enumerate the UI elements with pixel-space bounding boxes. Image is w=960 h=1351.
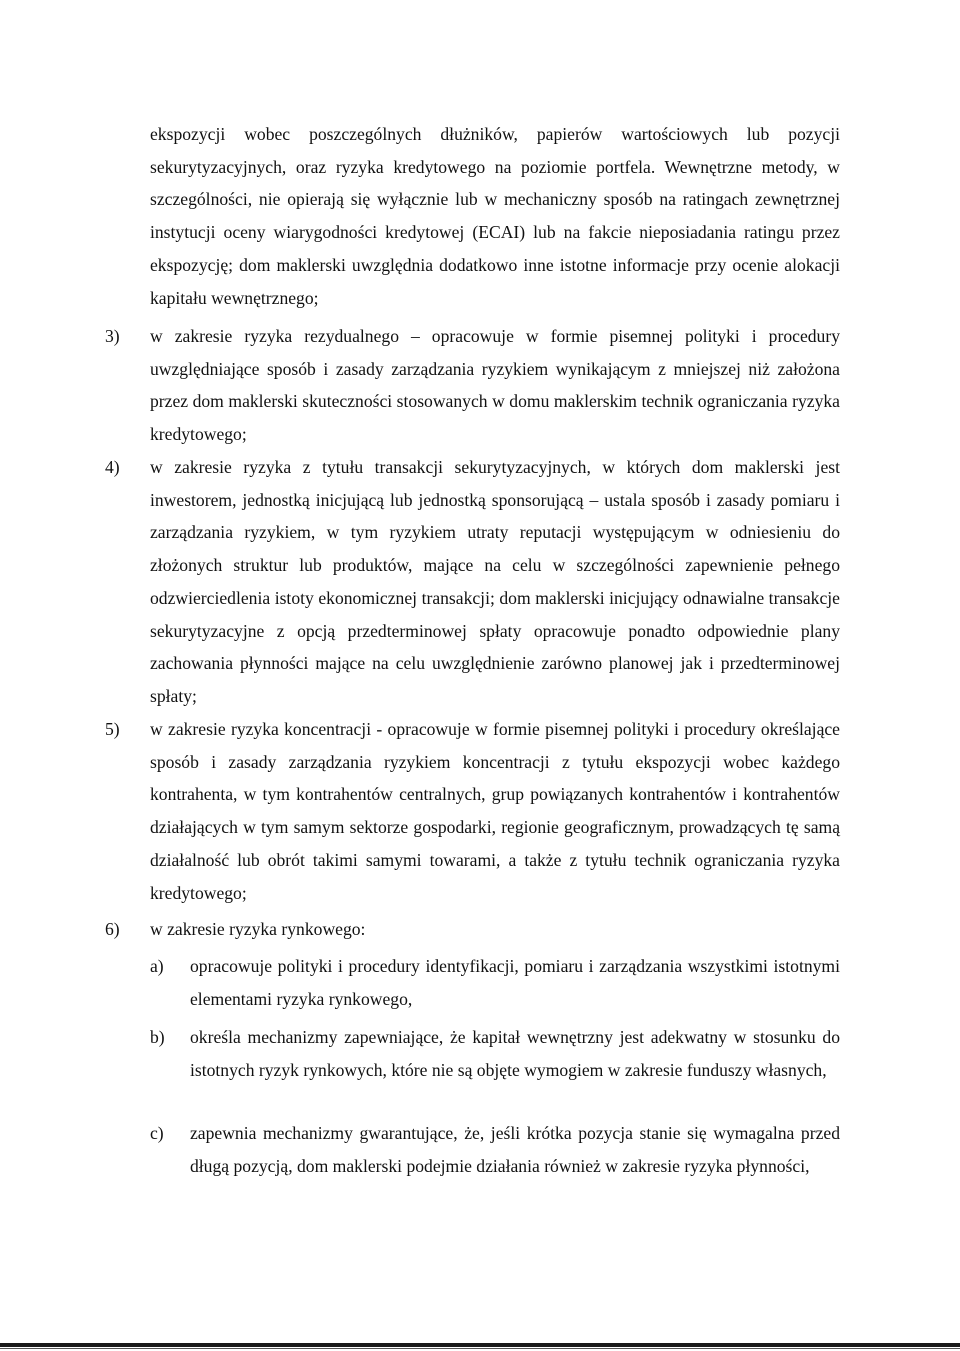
sub-item-text: określa mechanizmy zapewniające, że kapitał wewnętrzny jest adekwatny w stosunku do istotnych ryzyk rynkowych, które nie są objęte wymogiem w zakresie funduszy własnych, [190,1027,840,1080]
item-text: w zakresie ryzyka z tytułu transakcji sekurytyzacyjnych, w których dom maklerski jest inwestorem, jednostką inicjującą lub jednostką sponsorującą – ustala sposób i zasady pomiaru i zarządzania ryzykiem, w tym ryzykiem utraty reputacji występującym w odniesieniu do złożonych struktur lub produktów, mające na celu w szczególności zapewnienie pełnego odzwierciedlenia istoty ekonomicznej transakcji; dom maklerski inicjujący odnawialne transakcje sekurytyzacyjne z opcją przedterminowej spłaty opracowuje ponadto odpowiednie plany zachowania płynności mające na celu uwzględnienie zarówno planowej jak i przedterminowej spłaty; [150,457,840,706]
item-text: w zakresie ryzyka koncentracji - opracowuje w formie pisemnej polityki i procedury określające sposób i zasady zarządzania ryzykiem koncentracji z tytułu ekspozycji wobec każdego kontrahenta, w tym kontrahentów centralnych, grup powiązanych kontrahentów i kontrahentów działających w tym samym sektorze gospodarki, regionie geograficznym, prowadzących tę samą działalność lub obrót takimi samymi towarami, a także z tytułu technik ograniczania ryzyka kredytowego; [150,719,840,903]
item-text: w zakresie ryzyka rezydualnego – opracowuje w formie pisemnej polityki i procedury uwzględniające sposób i zasady zarządzania ryzykiem wynikającym z mniejszej niż założona przez dom maklerski skuteczności stosowanych w domu maklerskim technik ograniczania ryzyka kredytowego; [150,326,840,445]
item-text: w zakresie ryzyka rynkowego: [150,919,366,939]
sub-item-text: zapewnia mechanizmy gwarantujące, że, jeśli krótka pozycja stanie się wymagalna przed długą pozycją, dom maklerski podejmie działania również w zakresie ryzyka płynności, [190,1123,840,1176]
sub-item-letter: a) [150,956,164,976]
item-number: 3) [105,326,120,346]
list-item-4 [105,451,840,713]
sub-item-letter: b) [150,1027,165,1047]
sub-item-letter: c) [150,1123,164,1143]
intro-paragraph: ekspozycji wobec poszczególnych dłużników, papierów wartościowych lub pozycji sekurytyzacyjnych, oraz ryzyka kredytowego na poziomie portfela. Wewnętrzne metody, w szczególności, nie opierają się wyłącznie lub w mechaniczny sposób na ratingach zewnętrznej instytucji oceny wiarygodności kredytowej (ECAI) lub na fakcie nieposiadania ratingu przez ekspozycję; dom maklerski uwzględnia dodatkowo inne istotne informacje przy ocenie alokacji kapitału wewnętrznego; [150,124,840,308]
item-number: 4) [105,457,120,477]
list-item-5 [105,713,840,909]
sub-item-b [150,1021,840,1086]
scan-bottom-border [0,1343,960,1347]
sub-item-text: opracowuje polityki i procedury identyfikacji, pomiaru i zarządzania wszystkimi istotnymi elementami ryzyka rynkowego, [190,956,840,1009]
sub-item-a [150,950,840,1015]
list-item-6 [105,913,840,946]
list-item-3 [105,320,840,451]
scan-bottom-border-thin [0,1348,960,1349]
sub-item-c [150,1117,840,1182]
item-number: 6) [105,919,120,939]
item-number: 5) [105,719,120,739]
